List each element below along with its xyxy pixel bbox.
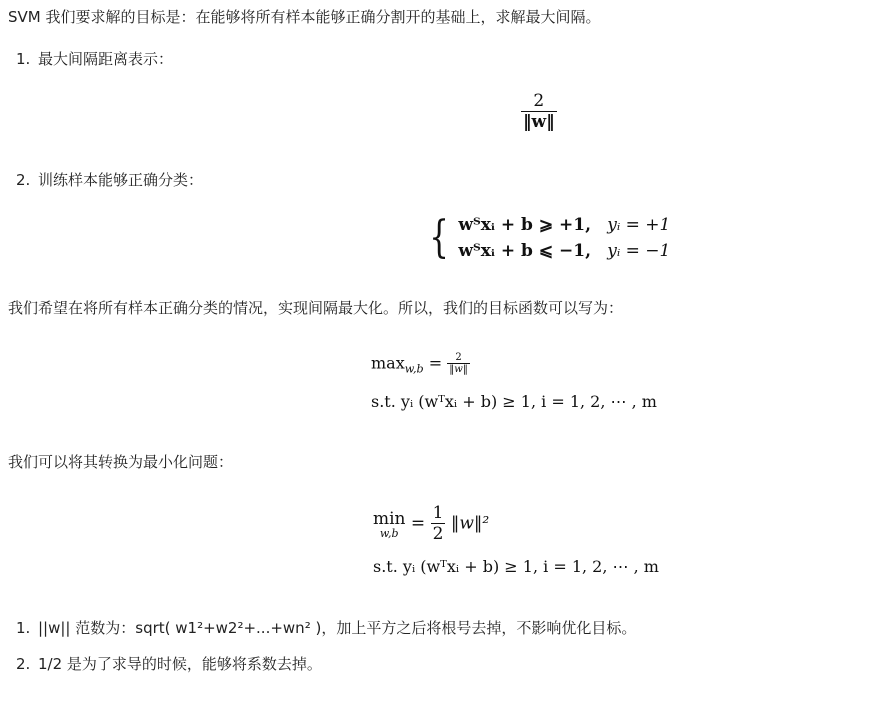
list-number: 1.	[16, 619, 31, 637]
list-number: 2.	[16, 655, 31, 673]
list-item	[16, 654, 322, 674]
min-operator: min	[373, 508, 406, 529]
max-denominator: ‖w‖	[449, 364, 468, 375]
constraint-row1-rhs: yᵢ = +1	[607, 215, 671, 235]
list-item	[16, 49, 173, 69]
margin-numerator: 2	[533, 91, 545, 111]
equals-sign: =	[428, 353, 443, 373]
list-item	[16, 618, 636, 638]
paragraph-objective: 我们希望在将所有样本正确分类的情况，实现间隔最大化。所以，我们的目标函数可以写为：	[8, 299, 624, 317]
list-number: 2.	[16, 171, 31, 189]
max-numerator: 2	[455, 352, 462, 363]
constraint-row2-rhs: yᵢ = −1	[607, 241, 671, 261]
list-item-text: 训练样本能够正确分类：	[38, 171, 204, 189]
max-operator: max	[371, 353, 405, 373]
margin-denominator: ‖w‖	[523, 111, 555, 132]
list-item-text: 最大间隔距离表示：	[38, 50, 174, 68]
list-item-text: ||w|| 范数为：sqrt( w1²+w2²+...+wn² )，加上平方之后将根号去掉，不影响优化目标。	[38, 619, 637, 637]
min-numerator: 1	[432, 503, 444, 523]
max-subscript: w,b	[404, 362, 424, 376]
objective-max-constraint: s.t. yᵢ (wᵀxᵢ + b) ≥ 1, i = 1, 2, ⋯ , m	[371, 392, 657, 411]
constraint-row2-lhs: wᵀxᵢ + b ⩽ −1,	[458, 241, 592, 261]
constraint-row1-lhs: wᵀxᵢ + b ⩾ +1,	[458, 215, 592, 235]
margin-formula	[521, 92, 557, 132]
equals-sign: =	[410, 513, 426, 534]
left-brace: {	[429, 212, 449, 263]
objective-max-formula	[371, 352, 470, 376]
list-item-text: 1/2 是为了求导的时候，能够将系数去掉。	[38, 655, 322, 673]
intro-text: SVM 我们要求解的目标是：在能够将所有样本能够正确分割开的基础上，求解最大间隔。	[8, 8, 601, 26]
min-subscript: w,b	[379, 526, 399, 540]
min-denominator: 2	[432, 523, 444, 544]
paragraph-minimize: 我们可以将其转换为最小化问题：	[8, 453, 234, 471]
constraint-system	[425, 212, 670, 264]
norm-squared: ‖w‖²	[450, 513, 490, 534]
list-number: 1.	[16, 50, 31, 68]
objective-min-constraint: s.t. yᵢ (wᵀxᵢ + b) ≥ 1, i = 1, 2, ⋯ , m	[373, 557, 659, 576]
list-item	[16, 170, 203, 190]
objective-min-formula	[373, 504, 489, 544]
